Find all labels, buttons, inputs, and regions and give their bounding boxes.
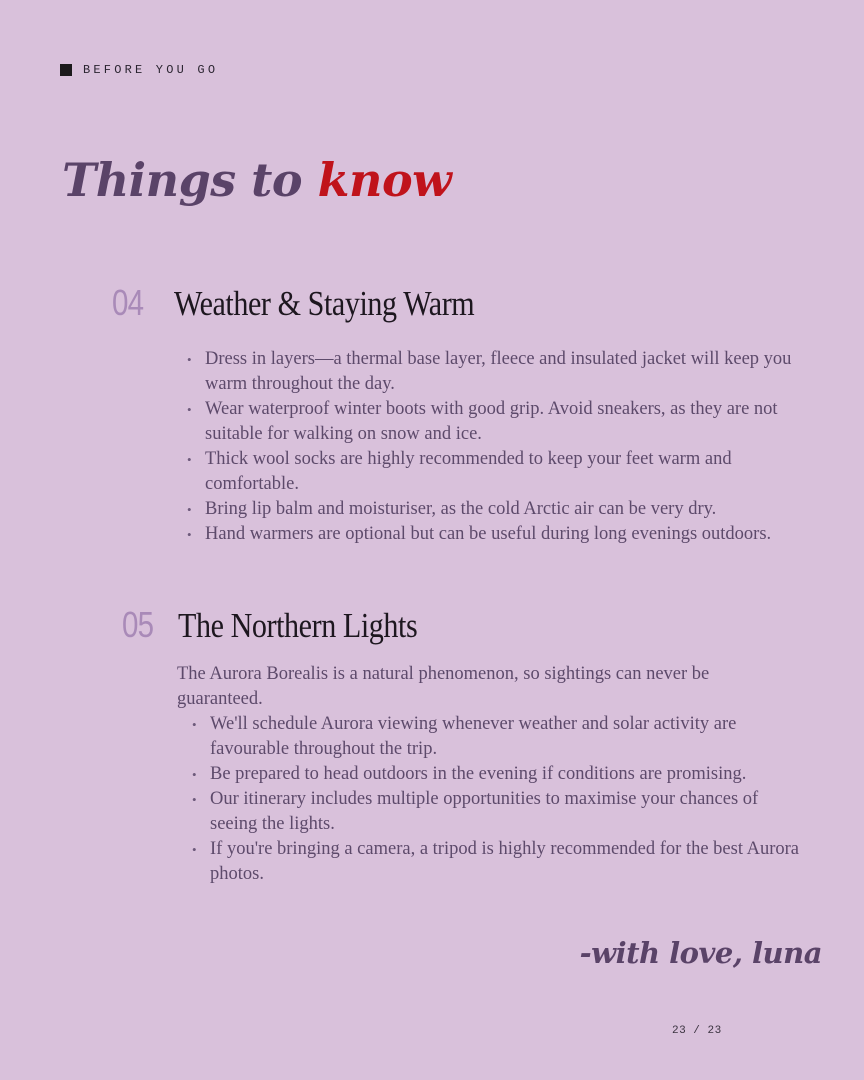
eyebrow-label: BEFORE YOU GO <box>83 63 219 77</box>
page-title <box>62 153 451 207</box>
page-title-accent: know <box>317 153 452 207</box>
list-item: • Be prepared to head outdoors in the evening if conditions are promising. <box>182 762 807 787</box>
square-bullet-icon <box>60 64 72 76</box>
list-item: • Bring lip balm and moisturiser, as the cold Arctic air can be very dry. <box>177 497 807 522</box>
list-item: • We'll schedule Aurora viewing whenever weather and solar activity are favourable throughout the trip. <box>182 712 807 762</box>
page-title-main: Things to <box>62 153 318 207</box>
weather-tips-list <box>177 347 807 547</box>
northern-lights-list <box>182 712 807 887</box>
section-title: Weather & Staying Warm <box>174 284 475 323</box>
signoff: -with love, luna <box>579 936 822 970</box>
section-heading-weather <box>112 282 523 324</box>
list-item: • If you're bringing a camera, a tripod is highly recommended for the best Aurora photos. <box>182 837 807 887</box>
list-item: • Hand warmers are optional but can be useful during long evenings outdoors. <box>177 522 807 547</box>
section-number: 05 <box>122 604 154 645</box>
section-heading-northern-lights <box>122 604 456 646</box>
section-number: 04 <box>112 282 144 323</box>
list-item: • Thick wool socks are highly recommended to keep your feet warm and comfortable. <box>177 447 807 497</box>
page-number: 23 / 23 <box>672 1025 722 1037</box>
list-item: • Wear waterproof winter boots with good grip. Avoid sneakers, as they are not suitable for walking on snow and ice. <box>177 397 807 447</box>
northern-lights-intro: The Aurora Borealis is a natural phenomenon, so sightings can never be guaranteed. <box>177 664 710 709</box>
list-item: • Dress in layers—a thermal base layer, fleece and insulated jacket will keep you warm throughout the day. <box>177 347 807 397</box>
section-eyebrow <box>60 63 218 77</box>
section-title: The Northern Lights <box>178 606 418 645</box>
list-item: • Our itinerary includes multiple opportunities to maximise your chances of seeing the lights. <box>182 787 807 837</box>
